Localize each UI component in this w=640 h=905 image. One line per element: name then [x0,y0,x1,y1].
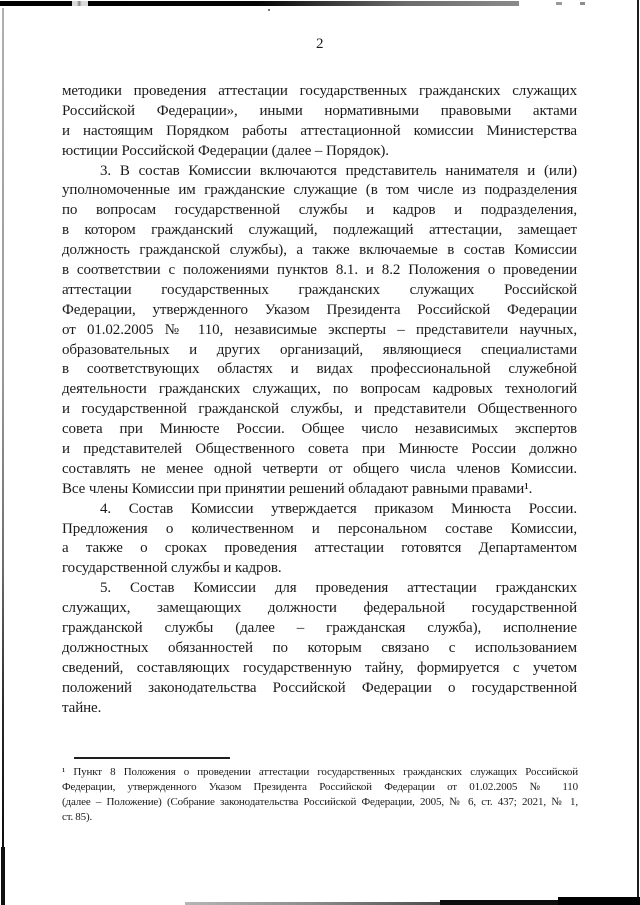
scan-artifact-bottom-thick [440,900,640,905]
text-line: Все члены Комиссии при принятии решений обладают равными правами¹. [62,480,533,497]
scan-edge-right [637,0,639,899]
text-line: и представителей Общественного совета при Минюсте России должно [62,441,577,458]
text-line: сведений, составляющих государственную тайну, формируется с учетом [62,659,577,676]
footnote-line: ¹ Пункт 8 Положения о проведении аттестации государственных гражданских служащих Российской [62,766,578,778]
text-line: по вопросам государственной службы и кадров и подразделения, [62,202,577,219]
text-line: должностных обязанностей по которым связано с использованием [62,639,577,656]
text-line: аттестации государственных гражданских служащих Российской [62,281,577,298]
scan-speck [580,2,585,5]
text-line: Предложения о количественном и персональном составе Комиссии, [62,520,577,537]
footnote-line: Федерации, утвержденного Указом Президента Российской Федерации от 01.02.2005 № 110 [62,781,578,793]
text-line: служащих, замещающих должности федеральной государственной [62,600,577,617]
text-line: уполномоченные им гражданские служащие (в том числе из подразделения [62,182,577,199]
footnote-separator [74,757,230,759]
text-line: в соответствии с положениями пунктов 8.1. и 8.2 Положения о проведении [62,262,577,279]
paragraph-2 [62,162,577,500]
text-line: 4. Состав Комиссии утверждается приказом Минюста России. [100,500,577,517]
text-line: составлять не менее одной четверти от общего числа членов Комиссии. [62,460,577,477]
text-line: Российской Федерации», иными нормативными правовыми актами [62,102,577,119]
scan-edge-left-bottom [1,847,5,905]
text-line: должность гражданской службы), а также включаемые в состав Комиссии [62,242,577,259]
text-line: положений законодательства Российской Федерации о государственной [62,679,577,696]
document-body [62,82,577,719]
text-line: в соответствующих областях и видах профессиональной служебной [62,361,577,378]
footnote-line: (далее – Положение) (Собрание законодательства Российской Федерации, 2005, № 6, ст. 437; 2021, № 1, [62,796,578,808]
text-line: деятельности гражданских служащих, по вопросам кадровых технологий [62,381,577,398]
text-line: в котором гражданский служащий, подлежащий аттестации, замещает [62,222,577,239]
page-number: 2 [316,36,324,52]
text-line: и государственной гражданской службы, и представители Общественного [62,401,577,418]
text-line: юстиции Российской Федерации (далее – Порядок). [62,142,389,159]
scan-edge-left [2,8,4,905]
scan-artifact-top-bar [0,1,519,6]
paragraph-3 [62,500,577,580]
text-line: тайне. [62,699,102,716]
scan-speck [556,2,562,5]
footnote [62,765,578,825]
text-line: методики проведения аттестации государственных гражданских служащих [62,83,577,99]
scan-speck [268,9,270,11]
text-line: от 01.02.2005 № 110, независимые эксперты – представители научных, [62,321,577,338]
scan-artifact-top-gap [72,1,88,6]
paragraph-4 [62,579,577,718]
text-line: совета при Минюсте России. Общее число независимых экспертов [62,421,577,438]
text-line: государственной службы и кадров. [62,560,282,577]
paragraph-1 [62,82,577,162]
text-line: Федерации, утвержденного Указом Президента Российской Федерации [62,301,577,318]
text-line: а также о сроках проведения аттестации готовятся Департаментом [62,540,577,557]
scan-artifact-bottom-corner [558,897,640,905]
text-line: 3. В состав Комиссии включаются представитель нанимателя и (или) [100,162,577,179]
text-line: и настоящим Порядком работы аттестационной комиссии Министерства [62,122,577,139]
text-line: гражданской службы (далее – гражданская служба), исполнение [62,620,577,637]
footnote-line: ст. 85). [62,811,93,823]
text-line: образовательных и других организаций, являющиеся специалистами [62,341,577,358]
text-line: 5. Состав Комиссии для проведения аттестации гражданских [100,580,577,597]
